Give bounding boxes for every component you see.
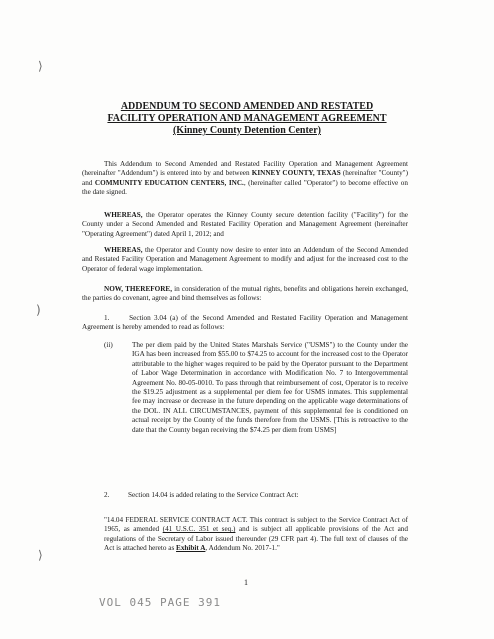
title-line-1: ADDENDUM TO SECOND AMENDED AND RESTATED	[120, 101, 374, 112]
service-contract-quote: "14.04 FEDERAL SERVICE CONTRACT ACT. This contract is subject to the Service Contract Act of 1965, as amended (41 U.S.C. 351 et seq.) and is subject all applicable provisions of the Act and regulations of the Secretary of Labor issued thereunder (29 CFR part 4). The full text of clauses of the Act is attached hereto as Exhibit A, Addendum No. 2017-1."	[104, 516, 408, 553]
document-title	[0, 101, 494, 137]
therefore-paragraph: NOW, THEREFORE, in consideration of the mutual rights, benefits and obligations herein exchanged, the parties do covenant, agree and bind themselves as follows:	[82, 285, 408, 303]
whereas-paragraph-2: WHEREAS, the Operator and County now desire to enter into an Addendum of the Second Amended and Restated Facility Operation and Management Agreement to modify and adjust for the increased cost to the Operator of federal wage implementation.	[82, 246, 408, 273]
margin-mark-top: ⟩	[38, 59, 43, 73]
item-1-sub-paragraph: The per diem paid by the United States Marshals Service ("USMS") to the County under the IGA has been increased from $55.00 to $74.25 to account for the increased cost to the Operator attributable to the higher wages required to be paid by the Operator pursuant to the Department of Labor Wage Determination in accordance with Modification No. 7 to Intergovernmental Agreement No. 80-05-0010. To pass through that reimbursement of cost, Operator is to receive the $19.25 adjustment as a supplemental per diem fee for USMS inmates. This supplemental fee may increase or decrease in the future depending on the applicable wage determinations of the DOL. IN ALL CIRCUMSTANCES, payment of this supplemental fee is conditioned on actual receipt by the County of the funds therefore from the USMS. [This is retroactive to the date that the County began receiving the $74.25 per diem from USMS]	[132, 341, 408, 434]
statute-citation: (41 U.S.C. 351 et seq.)	[162, 525, 236, 534]
margin-mark-middle: )	[36, 303, 41, 317]
title-line-2: FACILITY OPERATION AND MANAGEMENT AGREEMENT	[107, 113, 387, 124]
item-1-number: 1.	[104, 314, 110, 322]
intro-paragraph: This Addendum to Second Amended and Restated Facility Operation and Management Agreement (hereinafter "Addendum") is entered into by and between KINNEY COUNTY, TEXAS (hereinafter "County") and COMMUNITY EDUCATION CENTERS, INC., (hereinafter called "Operator") to become effective on the date signed.	[82, 160, 408, 197]
item-2-paragraph: Section 14.04 is added relating to the Service Contract Act:	[128, 491, 299, 499]
item-1-paragraph: 1. Section 3.04 (a) of the Second Amended and Restated Facility Operation and Management Agreement is hereby amended to read as follows:	[82, 314, 408, 332]
margin-mark-bottom: ⟩	[38, 548, 43, 562]
item-1-sub-label: (ii)	[104, 341, 113, 349]
page-number: 1	[244, 578, 248, 587]
item-2-number: 2.	[104, 491, 110, 499]
volume-page-stamp: VOL 045 PAGE 391	[99, 596, 221, 609]
whereas-paragraph-1: WHEREAS, the Operator operates the Kinney County secure detention facility ("Facility") for the County under a Second Amended and Restated Facility Operation and Management Agreement (hereinafter "Operating Agreement") dated April 1, 2012; and	[82, 211, 408, 238]
title-line-3: (Kinney County Detention Center)	[172, 125, 322, 136]
exhibit-reference: Exhibit A	[176, 544, 206, 553]
